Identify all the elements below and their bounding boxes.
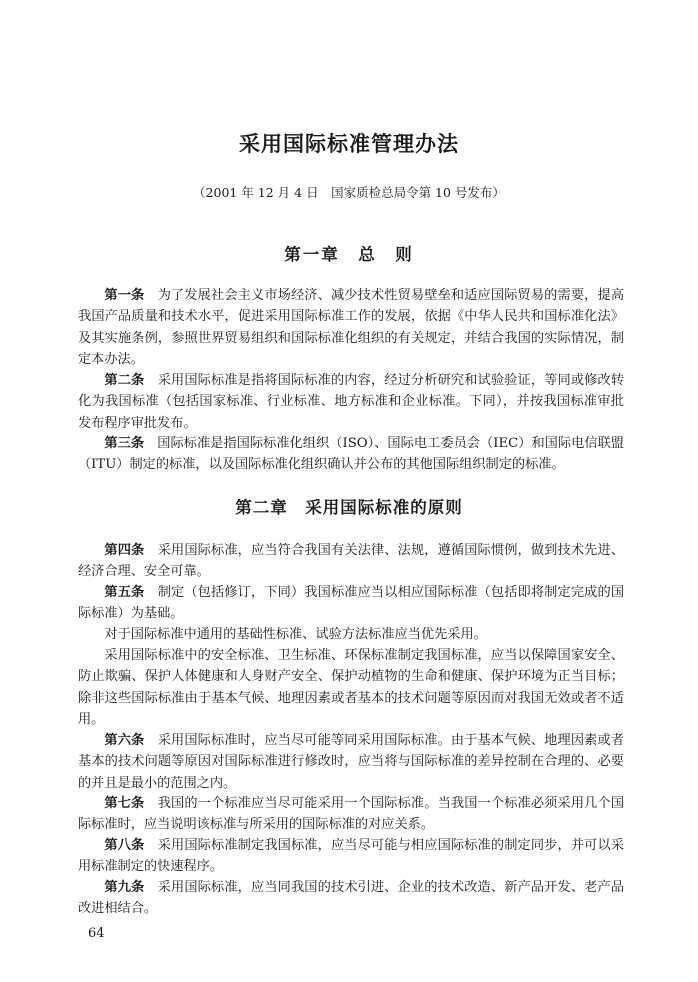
article-text: 采用国际标准制定我国标准，应当尽可能与相应国际标准的制定同步，并可以采用标准制定的快速程序。 xyxy=(78,838,625,875)
article-1 xyxy=(78,285,624,371)
page-number: 64 xyxy=(88,926,105,941)
article-4 xyxy=(78,540,624,583)
article-5-paragraph-3 xyxy=(78,645,624,731)
paragraph-text: 对于国际标准中通用的基础性标准、试验方法标准应当优先采用。 xyxy=(104,627,487,642)
article-label: 第五条 xyxy=(104,585,145,600)
article-text: 采用国际标准，应当同我国的技术引进、企业的技术改造、新产品开发、老产品改进相结合。 xyxy=(78,880,625,917)
chapter-heading-2: 第二章 采用国际标准的原则 xyxy=(235,498,463,517)
article-label: 第九条 xyxy=(104,880,145,895)
article-5-paragraph-2 xyxy=(78,624,624,645)
article-6 xyxy=(78,730,624,794)
article-text: 采用国际标准，应当符合我国有关法律、法规，遵循国际惯例，做到技术先进、经济合理、安全可靠。 xyxy=(78,543,625,580)
article-label: 第六条 xyxy=(104,733,145,748)
article-9 xyxy=(78,877,624,920)
article-5 xyxy=(78,582,624,625)
article-8 xyxy=(78,835,624,878)
article-label: 第一条 xyxy=(104,288,145,303)
article-text: 制定（包括修订，下同）我国标准应当以相应国际标准（包括即将制定完成的国际标准）为基础。 xyxy=(78,585,625,622)
article-text: 国际标准是指国际标准化组织（ISO）、国际电工委员会（IEC）和国际电信联盟（ITU）制定的标准，以及国际标准化组织确认并公布的其他国际组织制定的标准。 xyxy=(78,436,624,473)
article-label: 第七条 xyxy=(104,796,145,811)
article-7 xyxy=(78,793,624,836)
document-title: 采用国际标准管理办法 xyxy=(239,131,459,156)
article-2 xyxy=(78,370,624,434)
chapter-heading-1: 第一章 总 则 xyxy=(284,245,414,264)
paragraph-text: 采用国际标准中的安全标准、卫生标准、环保标准制定我国标准，应当以保障国家安全、防止欺骗、保护人体健康和人身财产安全、保护动植物的生命和健康、保护环境为正当目标；除非这些国际标准由于基本气候、地理因素或者基本的技术问题等原因而对我国无效或者不适用。 xyxy=(78,648,624,728)
article-text: 我国的一个标准应当尽可能采用一个国际标准。当我国一个标准必须采用几个国际标准时，应当说明该标准与所采用的国际标准的对应关系。 xyxy=(78,796,625,833)
document-subtitle: （2001 年 12 月 4 日 国家质检总局令第 10 号发布） xyxy=(193,185,505,200)
article-text: 采用国际标准时，应当尽可能等同采用国际标准。由于基本气候、地理因素或者基本的技术问题等原因对国际标准进行修改时，应当将与国际标准的差异控制在合理的、必要的并且是最小的范围之内。 xyxy=(78,733,625,791)
article-3 xyxy=(78,433,624,476)
article-label: 第三条 xyxy=(104,436,145,451)
article-label: 第二条 xyxy=(104,373,145,388)
article-label: 第八条 xyxy=(104,838,145,853)
article-text: 为了发展社会主义市场经济、减少技术性贸易壁垒和适应国际贸易的需要，提高我国产品质量和技术水平，促进采用国际标准工作的发展，依据《中华人民共和国标准化法》及其实施条例，参照世界贸易组织和国际标准化组织的有关规定，并结合我国的实际情况，制定本办法。 xyxy=(78,288,625,368)
article-label: 第四条 xyxy=(104,543,145,558)
article-text: 采用国际标准是指将国际标准的内容，经过分析研究和试验验证，等同或修改转化为我国标准（包括国家标准、行业标准、地方标准和企业标准。下同），并按我国标准审批发布程序审批发布。 xyxy=(78,373,625,431)
